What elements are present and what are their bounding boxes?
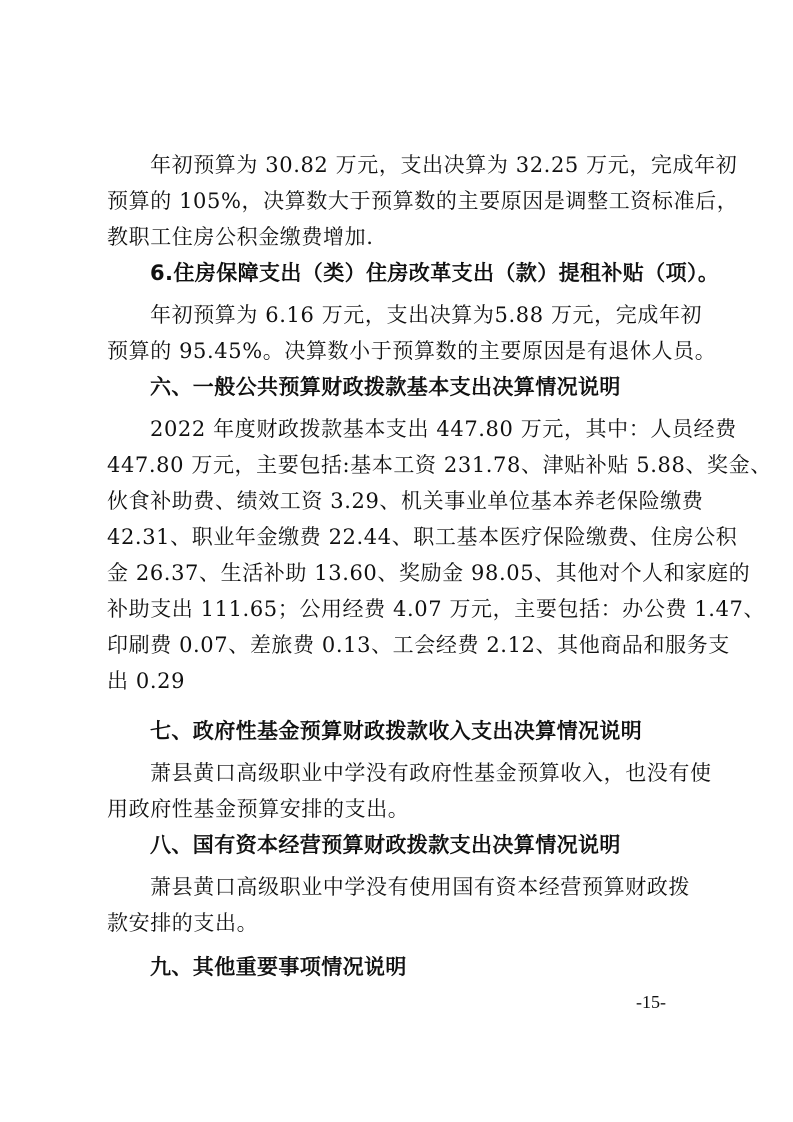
section-heading-item-6: 6.住房保障支出（类）住房改革支出（款）提租补贴（项）。 — [150, 261, 720, 285]
paragraph-line: 伙食补助费、绩效工资 3.29、机关事业单位基本养老保险缴费 — [107, 489, 704, 513]
paragraph-line: 年初预算为 6.16 万元，支出决算为5.88 万元，完成年初 — [150, 303, 703, 327]
paragraph-line: 预算的 105%，决算数大于预算数的主要原因是调整工资标准后， — [107, 189, 739, 213]
paragraph-line: 年初预算为 30.82 万元，支出决算为 32.25 万元，完成年初 — [150, 153, 738, 177]
paragraph-line: 款安排的支出。 — [107, 911, 259, 935]
paragraph-line: 42.31、职业年金缴费 22.44、职工基本医疗保险缴费、住房公积 — [107, 525, 738, 549]
paragraph-line: 金 26.37、生活补助 13.60、奖励金 98.05、其他对个人和家庭的 — [107, 561, 751, 585]
paragraph-line: 印刷费 0.07、差旅费 0.13、工会经费 2.12、其他商品和服务支 — [107, 633, 730, 657]
paragraph-line: 教职工住房公积金缴费增加. — [107, 225, 374, 249]
section-heading-seven: 七、政府性基金预算财政拨款收入支出决算情况说明 — [150, 719, 643, 743]
section-heading-six: 六、一般公共预算财政拨款基本支出决算情况说明 — [150, 375, 621, 399]
paragraph-line: 2022 年度财政拨款基本支出 447.80 万元，其中：人员经费 — [150, 417, 737, 441]
paragraph-line: 用政府性基金预算安排的支出。 — [107, 797, 410, 821]
paragraph-line: 萧县黄口高级职业中学没有政府性基金预算收入，也没有使 — [150, 761, 712, 785]
paragraph-line: 447.80 万元，主要包括:基本工资 231.78、津贴补贴 5.88、奖金、 — [107, 453, 772, 477]
paragraph-line: 补助支出 111.65；公用经费 4.07 万元，主要包括：办公费 1.47、 — [107, 597, 766, 621]
section-heading-nine: 九、其他重要事项情况说明 — [150, 955, 407, 979]
page-number: -15- — [636, 992, 666, 1012]
paragraph-line: 出 0.29 — [107, 669, 186, 693]
paragraph-line: 萧县黄口高级职业中学没有使用国有资本经营预算财政拨 — [150, 875, 690, 899]
paragraph-line: 预算的 95.45%。决算数小于预算数的主要原因是有退休人员。 — [107, 339, 717, 363]
section-heading-eight: 八、国有资本经营预算财政拨款支出决算情况说明 — [150, 833, 621, 857]
